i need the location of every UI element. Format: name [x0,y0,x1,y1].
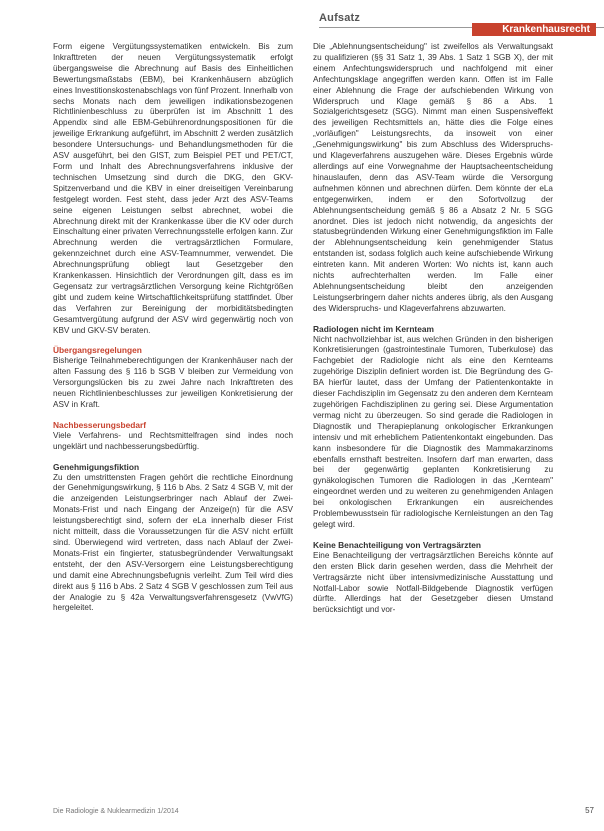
body-paragraph: Eine Benachteiligung der vertragsärztlichen Bereichs könnte auf den ersten Blick darin gesehen werden, dass die Mehrheit der Vertragsärzte nicht über intensivmedizinische Ausstattung und Notfall-Labor sowie Notfall-Bildgebende Diagnostik verfügen dürfte. Allerdings hat der Gesetzgeber diesen Umstand berücksichtigt und vor- [313,550,553,615]
page-header [0,10,604,35]
section-heading: Keine Benachteiligung von Vertragsärzten [313,539,482,550]
section-heading: Genehmigungsfiktion [53,461,140,472]
section-heading: Übergangsregelungen [53,345,142,356]
body-paragraph: Die „Ablehnungsentscheidung" ist zweifellos als Verwaltungsakt zu qualifizieren (§§ 31 Satz 1, 39 Abs. 1 Satz 1 SGB X), der mit einem Anfechtungswiderspruch und nachfolgend mit einer Anfechtungsklage angegriffen werden kann. Offen ist im Falle einer Ablehnung die Frage der aufschiebenden Wirkung von Widerspruch und Klage gemäß § 86 a Abs. 1 Sozialgerichtsgesetz (SGG). Nimmt man einen Suspensiveffekt des jeweiligen Rechtsmittels an, hätte dies die Folge eines „vorläufigen" Leistungsrechts, da insoweit von einer „Genehmigungswirkung" bis zum Abschluss des Widerspruchs- und Klageverfahrens auszugehen wäre. Dieses Ergebnis würde allerdings auf eine Vorwegnahme der Hauptsacheentscheidung hinauslaufen, denn das ASV-Team würde die Versorgung aufnehmen können und abrechnen dürfen. Dem könnte der eLa entgegenwirken, indem er den Sofortvollzug der Ablehnungsentscheidung gemäß § 86 a Absatz 2 Nr. 5 SGG anordnet. Dies ist jedoch nicht notwendig, da angesichts der statusbegründenden Wirkung einer Genehmigungsfiktion im Falle der Ablehnungsentscheidung kein genehmigender Status entstanden ist, sodass folglich auch keine aufschiebende Wirkung eintreten kann. Mit anderen Worten: Wo nichts ist, kann auch nichts aufrechterhalten werden. Im Falle einer Ablehnungsentscheidung bleibt den anzeigenden Leistungserbringern daher nichts anderes übrig, als den Ausgang des Widerspruchs- und Klageverfahrens abzuwarten. [313,42,553,313]
page-number: 57 [585,806,594,815]
body-paragraph: Nicht nachvollziehbar ist, aus welchen Gründen in den bisherigen Konkretisierungen (gastrointestinale Tumoren, Tuberkulose) das Fachgebiet der Radiologie nicht als eine den Kernteams zugehörige Disziplin definiert worden ist. Die Begründung des G-BA hierfür lautet, dass der Umfang der Patientenkontakte in dieser Fachdisziplin im Gegensatz zu den anderen dem Kernteam zugehörigen Fachdisziplinen zu gering sei. Diese Argumentation vermag nicht zu überzeugen. So sind gerade die Radiologen in Diagnostik und Therapieplanung onkologischer Erkrankungen intensiv und mit erheblichem Patientenkontakt eingebunden. Das kann insbesondere für die Diagnostik des Mammakarzinoms ebenfalls ernsthaft bestreiten. Insofern darf man erwarten, dass bei der gegenwärtig geplanten Konkretisierung zu gynäkologischen Tumoren die Radiologen in das „Kernteam" eingeordnet werden und zu weiteren zu genehmigenden Anlagen bei onkologischen Erkrankungen ein ausreichendes Problembewusstsein für radiologische Kernleistungen an den Tag gelegt wird. [313,334,553,529]
footer-publication: Die Radiologie & Nuklearmedizin 1/2014 [53,808,179,815]
section-label: Aufsatz [319,12,361,24]
section-tag [472,23,596,36]
body-paragraph: Bisherige Teilnahmeberechtigungen der Krankenhäuser nach der alten Fassung des § 116 b SGB V bleiben zur Vermeidung von Versorgungslücken bis zu zwei Jahre nach Inkrafttreten des neuen Richtlinienbeschlusses zur jeweiligen Konkretisierung der ASV in Kraft. [53,356,293,409]
left-column [53,42,293,623]
section-tag-label: Krankenhausrecht [502,24,590,35]
right-column [313,42,553,625]
body-paragraph: Viele Verfahrens- und Rechtsmittelfragen sind indes noch ungeklärt und nachbesserungsbedürftig. [53,430,293,451]
body-paragraph: Zu den umstrittensten Fragen gehört die rechtliche Einordnung der Genehmigungswirkung, § 116 b Abs. 2 Satz 4 SGB V, mit der die anzeigenden Leistungserbringer nach Ablauf der Zwei-Monats-Frist und nach Eingang der Anzeige(n) für die ASV leistungsberechtigt sind, sofern der eLa innerhalb dieser Frist nicht mitteilt, dass die Voraussetzungen für die ASV nicht erfüllt sind. Überwiegend wird vertreten, dass nach Ablauf der Zwei-Monats-Frist ein fingierter, statusbegründender Verwaltungsakt entsteht, der den ASV-Versorgern eine Leistungsberechtigung und damit eine Abrechnungsbefugnis verleiht. Zum Teil wird dies direkt aus § 116 b Abs. 2 Satz 4 SGB V geschlossen zum Teil aus der Analogie zu § 42a Verwaltungsverfahrensgesetz (VwVfG) hergeleitet. [53,472,293,613]
section-heading: Radiologen nicht im Kernteam [313,323,434,334]
body-paragraph: Form eigene Vergütungssystematiken entwickeln. Bis zum Inkrafttreten der neuen Vergütungssystematik erfolgt übergangsweise die Abrechnung auf Basis des Einheitlichen Bewertungsmaßstabs (EBM), bei Krankenhäusern abzüglich eines Investitionskostenabschlags von fünf Prozent. Innerhalb von sechs Monats nach dem jeweiligen indikationsbezogenen Richtlinienbeschluss zu überprüfen ist im Abschnitt 1 des Appendix sind alle EBM-Gebührenordnungspositionen für die jeweilige Erkrankung aufgeführt, im Abschnitt 2 werden zusätzlich besondere Untersuchungs- und Behandlungsmethoden für die ASV ausgeführt, bei den GIST, zum Beispiel PET und PET/CT, Form und Inhalt des Abrechnungsverfahrens inklusive der technischen Umsetzung sind durch die DKG, den GKV-Spitzenverband und die KBV in einer dreiseitigen Vereinbarung festgelegt worden. Fest steht, dass jeder Arzt des ASV-Teams seine eigenen Leistungen selbst abrechnet, wobei die Abrechnung direkt mit der Krankenkasse über die KV oder durch Einschaltung einer privaten Verrechnungsstelle erfolgen kann. Zur Abrechnung werden die vertragsärztlichen Formulare, gekennzeichnet durch eine ASV-Teamnummer, verwendet. Die Abrechnungsprüfung obliegt laut Gesetzgeber den Krankenkassen. Hinsichtlich der Verordnungen gilt, dass es im Gegensatz zur vertragsärztlichen Versorgung keine Richtgrößen gibt und zudem keine Wirtschaftlichkeitsprüfung stattfindet. Über das Verfahren zur Bereinigung der morbiditätsbedingten Gesamtvergütung aufgrund der ASV wird gegenwärtig noch von KBV und GKV-SV beraten. [53,42,293,335]
section-heading: Nachbesserungsbedarf [53,419,147,430]
